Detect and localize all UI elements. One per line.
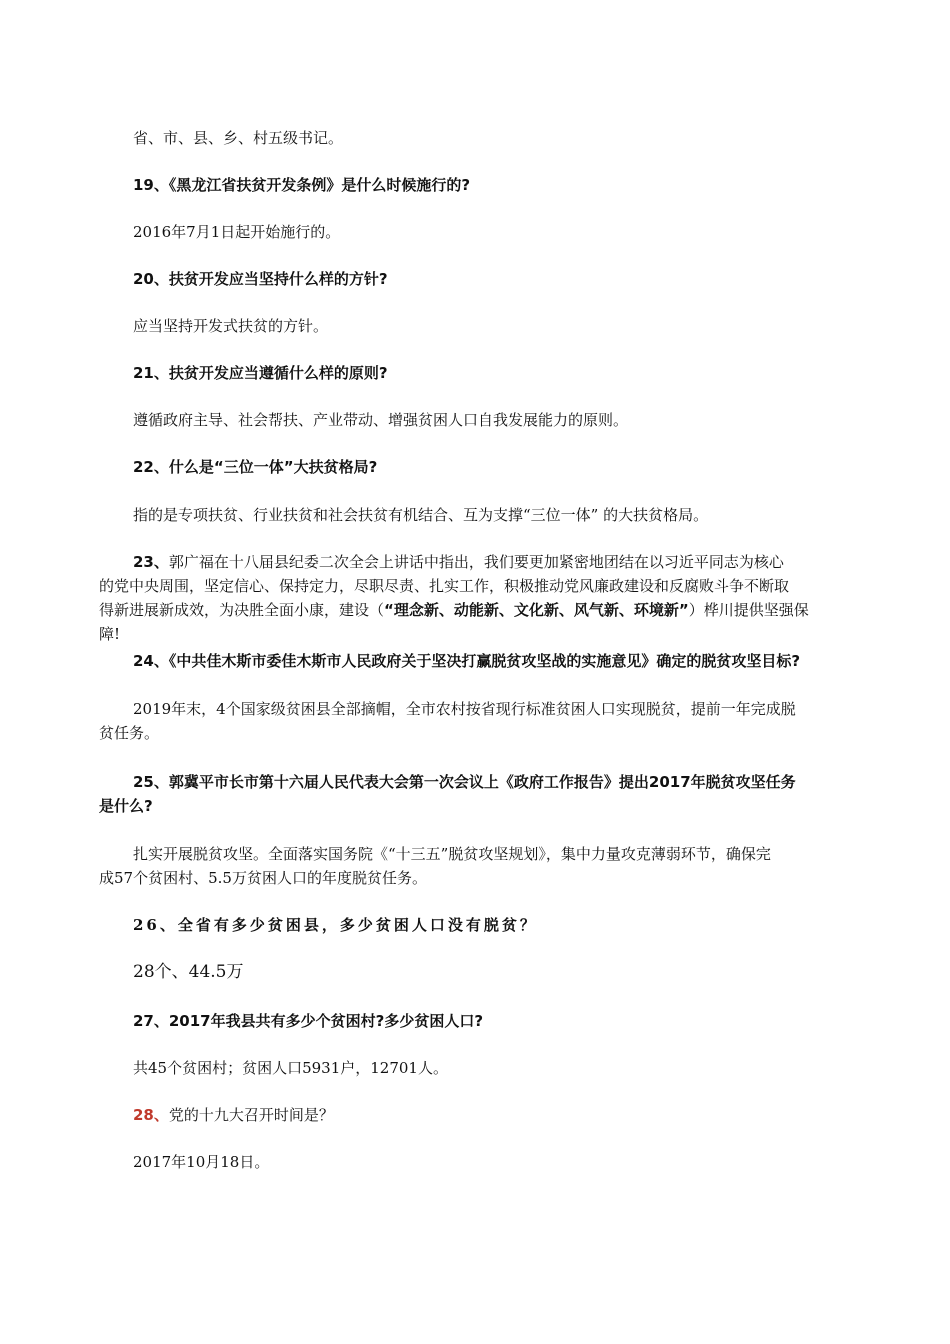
- answer-20: 应当坚持开发式扶贫的方针。: [133, 317, 329, 335]
- item-23-emphasis: “理念新、动能新、文化新、风气新、环境新”: [384, 601, 689, 619]
- item-23-line4: 障!: [99, 625, 121, 643]
- answer-19: 2016年7月1日起开始施行的。: [133, 223, 341, 241]
- answer-18: 省、市、县、乡、村五级书记。: [133, 129, 344, 147]
- answer-27: 共45个贫困村；贫困人口5931户，12701人。: [133, 1059, 448, 1077]
- item-23-line1: 郭广福在十八届县纪委二次全会上讲话中指出，我们要更加紧密地团结在以习近平同志为核心: [168, 553, 784, 571]
- question-28-text: 党的十九大召开时间是？: [168, 1106, 334, 1124]
- question-25-line2: 是什么?: [99, 797, 153, 815]
- answer-26: 28个、44.5万: [133, 962, 244, 982]
- question-22: 22、什么是“三位一体”大扶贫格局?: [133, 458, 378, 476]
- answer-25-line2: 成57个贫困村、5.5万贫困人口的年度脱贫任务。: [99, 869, 427, 887]
- question-19: 19、《黑龙江省扶贫开发条例》是什么时候施行的?: [133, 176, 471, 194]
- answer-21: 遵循政府主导、社会帮扶、产业带动、增强贫困人口自我发展能力的原则。: [133, 411, 629, 429]
- answer-25: [99, 842, 861, 890]
- item-23-line3a: 得新进展新成效，为决胜全面小康，建设（: [99, 601, 385, 619]
- answer-22: 指的是专项扶贫、行业扶贫和社会扶贫有机结合、互为支撑“三位一体” 的大扶贫格局。: [133, 506, 709, 524]
- answer-28: 2017年10月18日。: [133, 1153, 270, 1171]
- question-25-line1: 25、郭冀平市长市第十六届人民代表大会第一次会议上《政府工作报告》提出2017年脱贫攻坚任务: [133, 773, 796, 791]
- question-25: [99, 770, 861, 818]
- question-28: [0, 1105, 950, 1125]
- question-26: 26、全省有多少贫困县，多少贫困人口没有脱贫？: [133, 916, 538, 934]
- answer-24: [99, 697, 861, 745]
- item-23-number: 23、: [133, 553, 169, 571]
- answer-24-line2: 贫任务。: [99, 724, 160, 742]
- item-23-line2: 的党中央周围，坚定信心、保持定力，尽职尽责、扎实工作，积极推动党风廉政建设和反腐败斗争不断取: [99, 577, 790, 595]
- answer-24-line1: 2019年末，4个国家级贫困县全部摘帽，全市农村按省现行标准贫困人口实现脱贫，提前一年完成脱: [133, 700, 796, 718]
- question-27: 27、2017年我县共有多少个贫困村?多少贫困人口?: [133, 1012, 484, 1030]
- question-24: 24、《中共佳木斯市委佳木斯市人民政府关于坚决打赢脱贫攻坚战的实施意见》确定的脱贫攻坚目标?: [133, 652, 801, 670]
- question-20: 20、扶贫开发应当坚持什么样的方针?: [133, 270, 388, 288]
- answer-25-line1: 扎实开展脱贫攻坚。全面落实国务院《“十三五”脱贫攻坚规划》，集中力量攻克薄弱环节，确保完: [133, 845, 771, 863]
- paragraph-23: [99, 550, 861, 646]
- item-23-line3c: ）桦川提供坚强保: [688, 601, 809, 619]
- question-28-number: 28、: [133, 1106, 169, 1124]
- question-21: 21、扶贫开发应当遵循什么样的原则?: [133, 364, 388, 382]
